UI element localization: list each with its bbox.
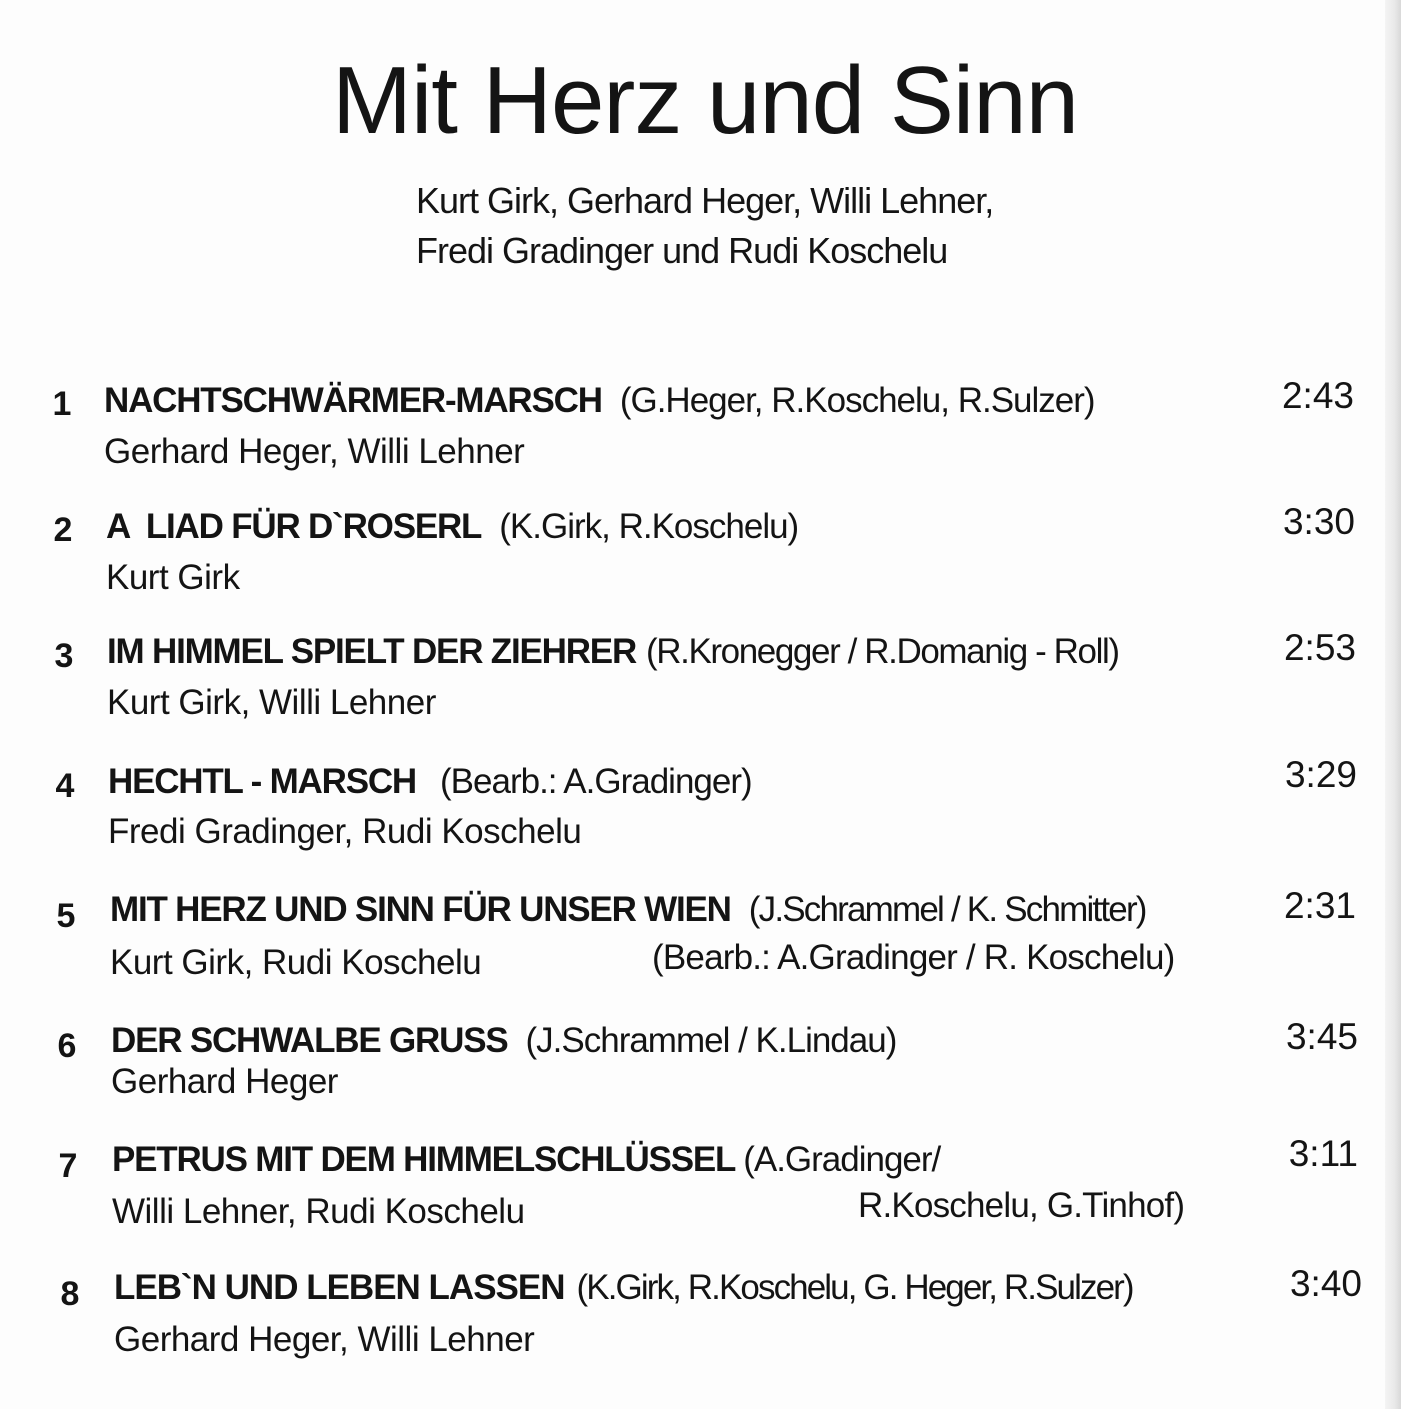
track-title: A LIAD FÜR D`ROSERL <box>106 507 482 546</box>
artist-credits-line: Fredi Gradinger und Rudi Koschelu <box>416 230 948 271</box>
track-heading <box>107 632 1119 672</box>
track-heading <box>111 1021 896 1061</box>
track-composer: (K.Girk, R.Koschelu) <box>499 507 799 546</box>
track-duration: 3:11 <box>1288 1133 1358 1174</box>
track-item <box>0 754 1401 870</box>
track-title: PETRUS MIT DEM HIMMELSCHLÜSSEL <box>112 1140 736 1179</box>
track-composer: (G.Heger, R.Koschelu, R.Sulzer) <box>619 381 1095 420</box>
track-number: 4 <box>55 767 75 805</box>
track-composer: (J.Schrammel / K. Schmitter) <box>748 890 1146 929</box>
track-duration: 3:29 <box>1284 754 1357 795</box>
track-heading <box>108 762 752 802</box>
track-performers: Gerhard Heger, Willi Lehner <box>104 432 525 471</box>
composer-continuation: R.Koschelu, G.Tinhof) <box>858 1186 1185 1225</box>
track-title: IM HIMMEL SPIELT DER ZIEHRER <box>107 632 637 671</box>
artist-credits <box>416 176 993 276</box>
track-composer: (R.Kronegger / R.Domanig - Roll) <box>646 632 1119 671</box>
track-number: 2 <box>53 511 73 549</box>
track-item <box>0 375 1401 488</box>
track-performers: Willi Lehner, Rudi Koschelu <box>112 1192 525 1231</box>
track-duration: 2:31 <box>1283 885 1356 926</box>
track-performers: Kurt Girk, Willi Lehner <box>107 683 436 722</box>
track-performers: Kurt Girk <box>106 558 240 597</box>
track-duration: 3:45 <box>1285 1016 1358 1057</box>
track-duration: 2:53 <box>1283 627 1356 668</box>
track-title: HECHTL - MARSCH <box>108 762 417 801</box>
track-title: DER SCHWALBE GRUSS <box>111 1021 508 1060</box>
track-item <box>0 1263 1401 1378</box>
track-number: 3 <box>54 637 74 675</box>
track-number: 1 <box>52 385 72 423</box>
track-performers: Fredi Gradinger, Rudi Koschelu <box>108 812 582 851</box>
track-item <box>0 885 1401 998</box>
artist-credits-line: Kurt Girk, Gerhard Heger, Willi Lehner, <box>416 180 994 221</box>
track-performers: Gerhard Heger <box>111 1062 338 1101</box>
track-item <box>0 627 1401 740</box>
track-number: 8 <box>60 1275 80 1313</box>
track-title: LEB`N UND LEBEN LASSEN <box>114 1268 565 1307</box>
track-title: NACHTSCHWÄRMER-MARSCH <box>104 381 602 420</box>
album-title: Mit Herz und Sinn <box>332 47 1078 154</box>
track-performers: Gerhard Heger, Willi Lehner <box>114 1320 535 1359</box>
track-composer: (K.Girk, R.Koschelu, G. Heger, R.Sulzer) <box>576 1268 1133 1307</box>
track-title: MIT HERZ UND SINN FÜR UNSER WIEN <box>110 890 731 929</box>
track-duration: 2:43 <box>1281 375 1354 416</box>
track-item <box>0 501 1401 614</box>
track-number: 5 <box>56 897 76 935</box>
track-heading <box>106 507 798 547</box>
track-item <box>0 1016 1401 1130</box>
track-performers: Kurt Girk, Rudi Koschelu <box>110 943 482 982</box>
track-item <box>0 1133 1401 1250</box>
track-heading <box>104 381 1095 421</box>
track-composer: (J.Schrammel / K.Lindau) <box>525 1021 897 1060</box>
track-duration: 3:30 <box>1282 501 1355 542</box>
track-number: 7 <box>58 1147 78 1185</box>
track-heading <box>110 890 1146 930</box>
track-composer: (Bearb.: A.Gradinger) <box>440 762 752 801</box>
track-composer: (A.Gradinger/ <box>743 1140 941 1179</box>
track-number: 6 <box>57 1027 77 1065</box>
track-heading <box>114 1268 1133 1308</box>
arrangement-note: (Bearb.: A.Gradinger / R. Koschelu) <box>652 938 1175 977</box>
track-duration: 3:40 <box>1289 1263 1362 1304</box>
track-heading <box>112 1140 940 1180</box>
